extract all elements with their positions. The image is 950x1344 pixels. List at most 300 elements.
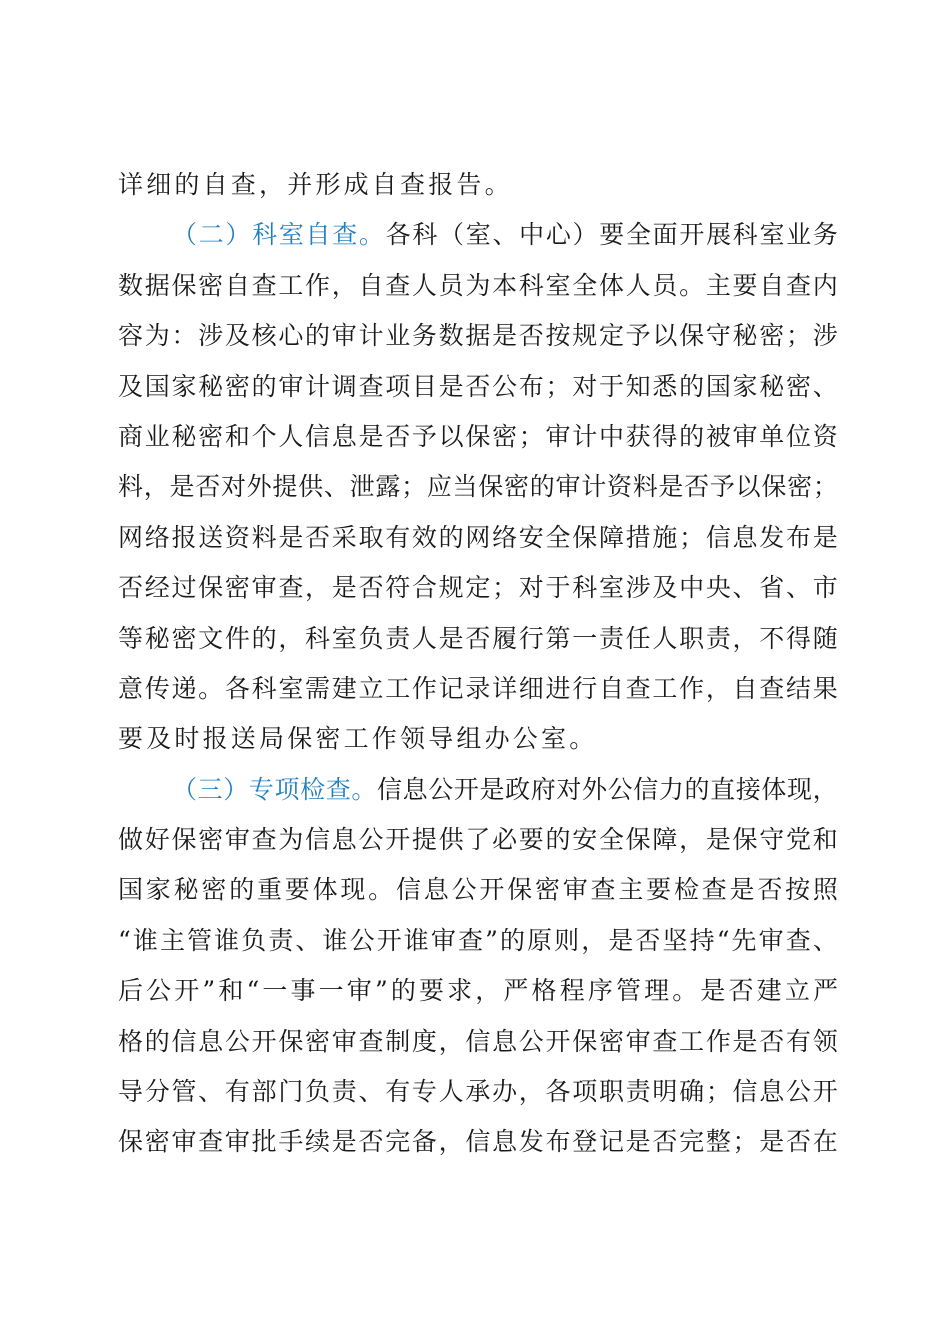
text-char: 经	[144, 573, 170, 603]
text-char: 谁	[132, 925, 158, 955]
text-char: 秘	[732, 321, 758, 351]
text-char: ：	[171, 321, 197, 351]
text-line	[118, 966, 838, 1016]
text-char: 查	[625, 673, 651, 703]
text-char: 查	[251, 825, 277, 855]
text-char: 是	[700, 976, 726, 1006]
text-char: ；	[401, 472, 427, 502]
text-char: 核	[251, 321, 277, 351]
text-char: 网	[465, 522, 491, 552]
text-char: 省	[759, 573, 785, 603]
text-char: 守	[759, 825, 785, 855]
text-char: 查	[785, 925, 811, 955]
text-char: ；	[518, 421, 544, 451]
text-char: 、	[732, 573, 758, 603]
text-char: 查	[251, 270, 277, 300]
text-char: 否	[652, 1127, 678, 1157]
text-char: 文	[198, 623, 224, 653]
text-char: 心	[545, 220, 571, 250]
text-char: 公	[224, 1026, 250, 1056]
text-char: 行	[572, 673, 598, 703]
text-char: 效	[411, 522, 437, 552]
text-char: 计	[572, 421, 598, 451]
text-char: 随	[812, 623, 838, 653]
text-char: 公	[607, 774, 633, 804]
text-char: 息	[732, 522, 758, 552]
text-char: 、	[323, 472, 349, 502]
text-char: 个	[251, 421, 277, 451]
text-char: 查	[652, 1026, 678, 1056]
text-char: 审	[251, 573, 277, 603]
text-char: 人	[438, 1077, 464, 1107]
text-char: ；	[492, 573, 518, 603]
text-char: ，	[438, 1127, 464, 1157]
text-char: 数	[438, 321, 464, 351]
text-char: 是	[705, 825, 731, 855]
text-char: （	[439, 220, 465, 250]
text-char: 人	[411, 623, 437, 653]
text-char: 息	[331, 825, 357, 855]
text-char: ）	[572, 220, 598, 250]
text-char: 数	[118, 270, 144, 300]
text-char: 信	[465, 1026, 491, 1056]
text-char: 络	[492, 522, 518, 552]
text-char: 保	[625, 825, 651, 855]
text-char: 严	[503, 976, 529, 1006]
text-char: 面	[652, 220, 678, 250]
text-char: 办	[492, 1077, 518, 1107]
text-line	[118, 563, 838, 613]
text-char: 市	[812, 573, 838, 603]
text-char: 和	[218, 976, 244, 1006]
text-char: 否	[118, 573, 144, 603]
text-char: 。	[672, 976, 698, 1006]
text-char: ，	[679, 825, 705, 855]
text-char: 信	[732, 1077, 758, 1107]
text-char: 人	[411, 270, 437, 300]
text-char: 。	[679, 270, 705, 300]
text-char: 布	[518, 371, 544, 401]
text-char: 一	[572, 623, 598, 653]
text-char: 安	[572, 825, 598, 855]
text-char: 做	[118, 825, 144, 855]
text-char: 结	[785, 673, 811, 703]
text-char: 据	[465, 321, 491, 351]
text-char: 予	[625, 321, 651, 351]
text-char: 送	[198, 522, 224, 552]
text-char: 细	[518, 673, 544, 703]
text-char: 否	[358, 573, 384, 603]
text-char: 否	[195, 472, 221, 502]
text-char: 的	[684, 774, 710, 804]
text-char: 第	[545, 623, 571, 653]
text-line	[118, 765, 838, 815]
text-char: 责	[268, 925, 294, 955]
text-char: 责	[705, 623, 731, 653]
text-char: 央	[705, 573, 731, 603]
text-char: ，	[278, 623, 304, 653]
text-char: 开	[376, 925, 402, 955]
text-char: 开	[679, 220, 705, 250]
text-char: 查	[785, 270, 811, 300]
text-char: 报	[171, 522, 197, 552]
text-line	[118, 865, 838, 915]
text-char: 信	[705, 522, 731, 552]
text-char: ；	[679, 522, 705, 552]
text-char: 公	[492, 371, 518, 401]
text-char: 被	[705, 421, 731, 451]
text-char: 接	[735, 774, 761, 804]
text-char: 记	[598, 1127, 624, 1157]
text-char: 度	[411, 1026, 437, 1056]
text-char: 对	[572, 371, 598, 401]
text-char: 检	[673, 875, 699, 905]
paragraph-text: 详细的自查，并形成自查报告。	[118, 170, 513, 199]
text-char: 原	[527, 925, 553, 955]
text-char: 密	[198, 825, 224, 855]
text-char: 审	[224, 1127, 250, 1157]
text-char: 查	[590, 875, 616, 905]
text-char: 、	[198, 1077, 224, 1107]
text-char: 责	[385, 623, 411, 653]
text-char: 障	[598, 522, 624, 552]
text-char: 的	[251, 371, 277, 401]
text-char: 的	[438, 522, 464, 552]
text-char: 资	[606, 472, 632, 502]
text-char: 秘	[173, 875, 199, 905]
text-char: 立	[358, 673, 384, 703]
text-char: 息	[423, 875, 449, 905]
text-char: 商	[118, 421, 144, 451]
text-char: ，	[331, 270, 357, 300]
text-char: 密	[504, 472, 530, 502]
section-heading-char: 查	[332, 220, 358, 250]
text-char: 、	[295, 925, 321, 955]
text-char: 及	[224, 321, 250, 351]
text-char: 是	[438, 371, 464, 401]
text-char: 否	[305, 522, 331, 552]
section-heading-char: 查	[325, 774, 351, 804]
text-char: 、	[812, 371, 838, 401]
text-char: 审	[555, 472, 581, 502]
text-char: 供	[298, 472, 324, 502]
text-char: 否	[358, 1127, 384, 1157]
text-char: 中	[679, 573, 705, 603]
text-char: 中	[519, 220, 545, 250]
text-char: 密	[198, 421, 224, 451]
text-char: 力	[658, 774, 684, 804]
text-char: 布	[785, 522, 811, 552]
text-char: 位	[785, 421, 811, 451]
text-char: ，	[305, 573, 331, 603]
text-char: 施	[652, 522, 678, 552]
text-char: 等	[118, 623, 144, 653]
text-char: 事	[290, 976, 316, 1006]
text-char: 体	[761, 774, 787, 804]
text-char: ”	[374, 976, 388, 1006]
text-char: 公	[518, 1026, 544, 1056]
text-char: 查	[701, 875, 727, 905]
text-char: 单	[759, 421, 785, 451]
text-char: 措	[625, 522, 651, 552]
text-char: 立	[784, 976, 810, 1006]
text-char: 查	[278, 573, 304, 603]
text-char: 信	[633, 774, 659, 804]
text-char: 自	[732, 673, 758, 703]
section-heading-char: 。	[358, 220, 384, 250]
text-char: 持	[689, 925, 715, 955]
text-char: 于	[598, 371, 624, 401]
text-char: 工	[278, 270, 304, 300]
text-char: 室	[598, 573, 624, 603]
text-char: 否	[684, 472, 710, 502]
text-char: 国	[118, 875, 144, 905]
text-char: 是	[759, 1127, 785, 1157]
text-char: 是	[729, 875, 755, 905]
text-char: 料	[118, 472, 144, 502]
text-line	[118, 614, 838, 664]
text-char: 审	[430, 925, 456, 955]
text-char: 国	[144, 371, 170, 401]
text-char: 室	[331, 623, 357, 653]
text-char: 料	[632, 472, 658, 502]
section-heading-char: （	[172, 220, 198, 250]
text-char: 人	[652, 623, 678, 653]
text-char: ，	[812, 774, 838, 804]
text-line	[118, 462, 838, 512]
text-char: 有	[385, 522, 411, 552]
text-char: 室	[545, 270, 571, 300]
text-char: 科	[572, 573, 598, 603]
text-char: 人	[625, 270, 651, 300]
text-char: 科	[518, 270, 544, 300]
text-char: 是	[492, 321, 518, 351]
text-char: 网	[118, 522, 144, 552]
text-char: 自	[224, 270, 250, 300]
text-line	[118, 412, 838, 462]
section-heading-char: 室	[278, 220, 304, 250]
text-char: 家	[732, 371, 758, 401]
text-char: 程	[559, 976, 585, 1006]
text-char: 照	[812, 875, 838, 905]
text-char: 调	[331, 371, 357, 401]
text-char: 则	[554, 925, 580, 955]
text-char: 必	[492, 825, 518, 855]
text-char: 确	[679, 1077, 705, 1107]
text-char: 严	[812, 976, 838, 1006]
text-char: 查	[457, 925, 483, 955]
text-char: 分	[144, 1077, 170, 1107]
text-char: 格	[118, 1026, 144, 1056]
text-char: “	[118, 925, 131, 955]
text-char: 保	[171, 270, 197, 300]
text-char: 的	[251, 623, 277, 653]
text-char: 是	[658, 472, 684, 502]
text-char: 、	[785, 573, 811, 603]
text-char: 职	[598, 1077, 624, 1107]
text-char: 息	[331, 421, 357, 451]
text-char: 自	[598, 673, 624, 703]
text-char: 秘	[171, 421, 197, 451]
text-char: 管	[187, 925, 213, 955]
text-char: 密	[759, 321, 785, 351]
text-char: 是	[812, 522, 838, 552]
text-char: 部	[251, 1077, 277, 1107]
section-heading-char: 项	[274, 774, 300, 804]
text-char: 制	[385, 1026, 411, 1056]
text-char: 国	[705, 371, 731, 401]
text-char: 室	[465, 220, 491, 250]
text-char: 要	[599, 220, 625, 250]
text-char: 信	[305, 825, 331, 855]
text-char: 需	[305, 673, 331, 703]
text-char: 职	[679, 623, 705, 653]
text-char: 领	[812, 1026, 838, 1056]
text-char: 了	[465, 825, 491, 855]
text-char: 、	[358, 1077, 384, 1107]
text-char: 秘	[198, 371, 224, 401]
text-char: 查	[358, 1026, 384, 1056]
text-char: 项	[385, 371, 411, 401]
text-char: 明	[652, 1077, 678, 1107]
text-char: 规	[438, 573, 464, 603]
text-char: 审	[545, 421, 571, 451]
text-char: 是	[625, 1127, 651, 1157]
text-char: 党	[785, 825, 811, 855]
text-char: 得	[785, 623, 811, 653]
text-char: 工	[385, 673, 411, 703]
text-char: 公	[146, 976, 172, 1006]
text-char: 序	[587, 976, 613, 1006]
text-char: 否	[465, 623, 491, 653]
text-char: 的	[305, 321, 331, 351]
section-heading-char: （	[172, 774, 198, 804]
text-char: 是	[331, 1127, 357, 1157]
text-char: 有	[785, 1026, 811, 1056]
text-char: 直	[710, 774, 736, 804]
text-char: 否	[385, 421, 411, 451]
text-char: 管	[615, 976, 641, 1006]
text-char: 体	[598, 270, 624, 300]
text-char: 发	[518, 1127, 544, 1157]
text-char: 及	[118, 371, 144, 401]
text-char: 格	[531, 976, 557, 1006]
text-char: 各	[224, 673, 250, 703]
text-char: 保	[761, 472, 787, 502]
text-line	[118, 210, 838, 260]
text-char: 否	[759, 1026, 785, 1056]
text-char: 计	[581, 472, 607, 502]
text-char: 密	[492, 421, 518, 451]
text-char: 审	[625, 1026, 651, 1056]
text-char: 室	[278, 673, 304, 703]
document-page	[118, 160, 838, 1168]
text-char: 要	[418, 976, 444, 1006]
text-char: 得	[652, 421, 678, 451]
text-char: 公	[451, 875, 477, 905]
text-char: 项	[572, 1077, 598, 1107]
text-char: ，	[732, 623, 758, 653]
text-char: 管	[171, 1077, 197, 1107]
text-char: 保	[679, 321, 705, 351]
text-char: 的	[545, 825, 571, 855]
text-line	[118, 1017, 838, 1067]
text-char: 安	[518, 522, 544, 552]
text-char: 供	[438, 825, 464, 855]
text-char: 定	[598, 321, 624, 351]
text-char: 开	[479, 875, 505, 905]
text-char: 公	[785, 1077, 811, 1107]
text-char: 当	[452, 472, 478, 502]
text-char: ；	[732, 1127, 758, 1157]
text-char: 密	[787, 472, 813, 502]
text-char: 全	[572, 270, 598, 300]
section-heading-char: 检	[300, 774, 326, 804]
text-char: 主	[159, 925, 185, 955]
text-char: 否	[757, 875, 783, 905]
text-char: 递	[171, 673, 197, 703]
text-char: 计	[358, 321, 384, 351]
text-char: 全	[625, 220, 651, 250]
text-char: 负	[358, 623, 384, 653]
text-char: 密	[201, 875, 227, 905]
text-char: 泄	[349, 472, 375, 502]
text-char: 密	[224, 371, 250, 401]
text-char: 信	[305, 421, 331, 451]
text-line	[118, 160, 838, 210]
text-char: 科	[412, 220, 438, 250]
text-char: 各	[545, 1077, 571, 1107]
text-char: 主	[618, 875, 644, 905]
text-char: 否	[785, 1127, 811, 1157]
section-heading-char: ）	[223, 774, 249, 804]
text-char: 为	[144, 321, 170, 351]
text-char: 开	[385, 825, 411, 855]
text-char: 手	[278, 1127, 304, 1157]
text-char: 先	[731, 925, 757, 955]
text-char: 是	[732, 1026, 758, 1056]
text-char: 、	[812, 925, 838, 955]
text-char: 现	[787, 774, 813, 804]
text-char: 守	[705, 321, 731, 351]
text-char: 资	[812, 421, 838, 451]
paragraph-text: 要及时报送局保密工作领导组办公室。	[118, 724, 598, 754]
text-char: 。	[368, 875, 394, 905]
text-char: 信	[171, 1026, 197, 1056]
text-char: 获	[625, 421, 651, 451]
text-char: ”	[202, 976, 216, 1006]
text-char: 否	[465, 371, 491, 401]
text-char: 料	[251, 522, 277, 552]
text-char: 谁	[403, 925, 429, 955]
text-char: 求	[447, 976, 473, 1006]
text-char: 展	[706, 220, 732, 250]
text-char: 否	[635, 925, 661, 955]
text-char: 履	[492, 623, 518, 653]
text-char: ，	[518, 1077, 544, 1107]
text-char: 采	[331, 522, 357, 552]
text-char: 保	[198, 573, 224, 603]
text-char: 予	[709, 472, 735, 502]
text-char: 资	[224, 522, 250, 552]
text-line	[118, 311, 838, 361]
text-char: 按	[785, 875, 811, 905]
text-char: 要	[284, 875, 310, 905]
text-char: 息	[492, 1127, 518, 1157]
text-char: 过	[171, 573, 197, 603]
text-char: 作	[305, 270, 331, 300]
text-line	[118, 261, 838, 311]
